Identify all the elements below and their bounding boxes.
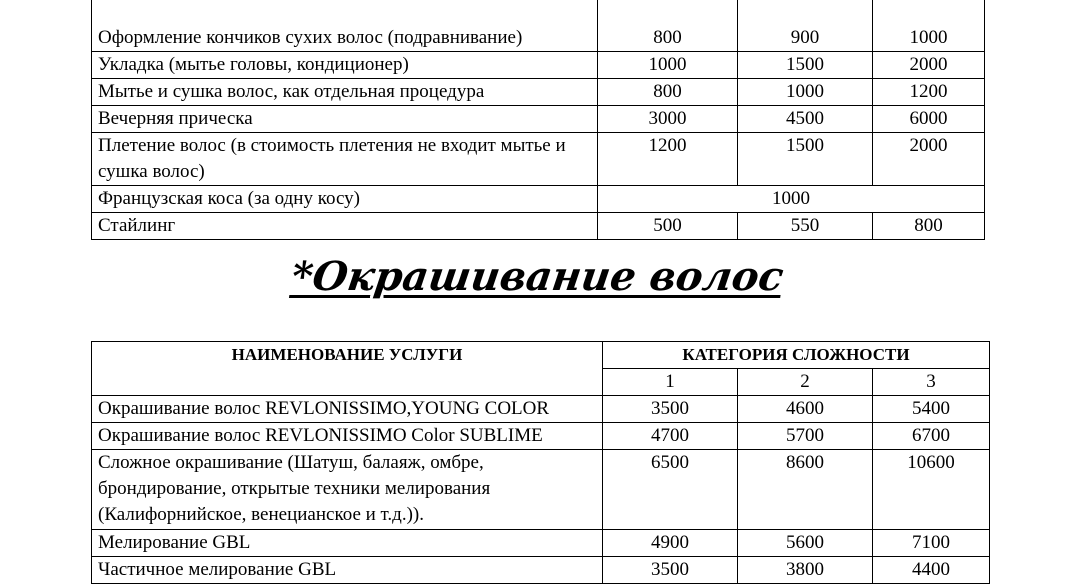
service-name: Мелирование GBL <box>92 530 603 557</box>
price-cat-3: 1200 <box>873 79 985 106</box>
price-cat-2: 550 <box>738 213 873 240</box>
price-cat-3: 4400 <box>873 557 990 584</box>
price-cat-1: 1200 <box>598 133 738 186</box>
service-name: Оформление кончиков сухих волос (подравнивание) <box>92 0 598 52</box>
table-header-row <box>92 342 990 369</box>
service-name: Стайлинг <box>92 213 598 240</box>
header-cat-2: 2 <box>738 369 873 396</box>
service-name: Сложное окрашивание (Шатуш, балаяж, омбре, брондирование, открытые техники мелирования (Калифорнийское, венецианское и т.д.)). <box>92 450 603 530</box>
table-row <box>92 79 985 106</box>
price-cat-2: 1500 <box>738 133 873 186</box>
price-cat-1: 4700 <box>603 423 738 450</box>
price-cat-1: 1000 <box>598 52 738 79</box>
table-row <box>92 423 990 450</box>
price-cat-2: 4600 <box>738 396 873 423</box>
price-cat-2: 900 <box>738 0 873 52</box>
service-name: Мытье и сушка волос, как отдельная процедура <box>92 79 598 106</box>
price-cat-1: 500 <box>598 213 738 240</box>
price-cat-3: 6000 <box>873 106 985 133</box>
price-cat-3: 2000 <box>873 133 985 186</box>
price-cat-1: 800 <box>598 79 738 106</box>
price-cat-3: 7100 <box>873 530 990 557</box>
table-row <box>92 52 985 79</box>
price-cat-2: 8600 <box>738 450 873 530</box>
table-row <box>92 213 985 240</box>
table-row <box>92 450 990 530</box>
header-cat-3: 3 <box>873 369 990 396</box>
price-cat-3: 10600 <box>873 450 990 530</box>
header-category: КАТЕГОРИЯ СЛОЖНОСТИ <box>603 342 990 369</box>
price-cat-2: 1000 <box>738 79 873 106</box>
price-cat-2: 5600 <box>738 530 873 557</box>
section-title: *Окрашивание волос <box>288 253 787 300</box>
price-cat-1: 3000 <box>598 106 738 133</box>
header-cat-1: 1 <box>603 369 738 396</box>
table-row <box>92 133 985 186</box>
price-cat-3: 2000 <box>873 52 985 79</box>
price-cat-3: 6700 <box>873 423 990 450</box>
price-table-coloring <box>91 341 990 584</box>
service-name: Плетение волос (в стоимость плетения не входит мытье и сушка волос) <box>92 133 598 186</box>
price-cat-2: 5700 <box>738 423 873 450</box>
price-cat-1: 4900 <box>603 530 738 557</box>
table-row <box>92 396 990 423</box>
price-cat-1: 800 <box>598 0 738 52</box>
table-row <box>92 106 985 133</box>
price-cat-2: 3800 <box>738 557 873 584</box>
service-name: Частичное мелирование GBL <box>92 557 603 584</box>
table-row <box>92 0 985 52</box>
table-row <box>92 557 990 584</box>
service-name: Окрашивание волос REVLONISSIMO,YOUNG COLOR <box>92 396 603 423</box>
table-row <box>92 186 985 213</box>
price-cat-3: 800 <box>873 213 985 240</box>
header-service-name: НАИМЕНОВАНИЕ УСЛУГИ <box>92 342 603 396</box>
service-name: Окрашивание волос REVLONISSIMO Color SUBLIME <box>92 423 603 450</box>
service-name: Вечерняя прическа <box>92 106 598 133</box>
table-row <box>92 530 990 557</box>
price-all-categories: 1000 <box>598 186 985 213</box>
price-cat-1: 3500 <box>603 396 738 423</box>
price-table-styling <box>91 0 985 240</box>
price-cat-1: 3500 <box>603 557 738 584</box>
price-cat-2: 1500 <box>738 52 873 79</box>
service-name: Укладка (мытье головы, кондиционер) <box>92 52 598 79</box>
price-cat-3: 5400 <box>873 396 990 423</box>
service-name: Французская коса (за одну косу) <box>92 186 598 213</box>
price-cat-2: 4500 <box>738 106 873 133</box>
price-cat-1: 6500 <box>603 450 738 530</box>
price-cat-3: 1000 <box>873 0 985 52</box>
